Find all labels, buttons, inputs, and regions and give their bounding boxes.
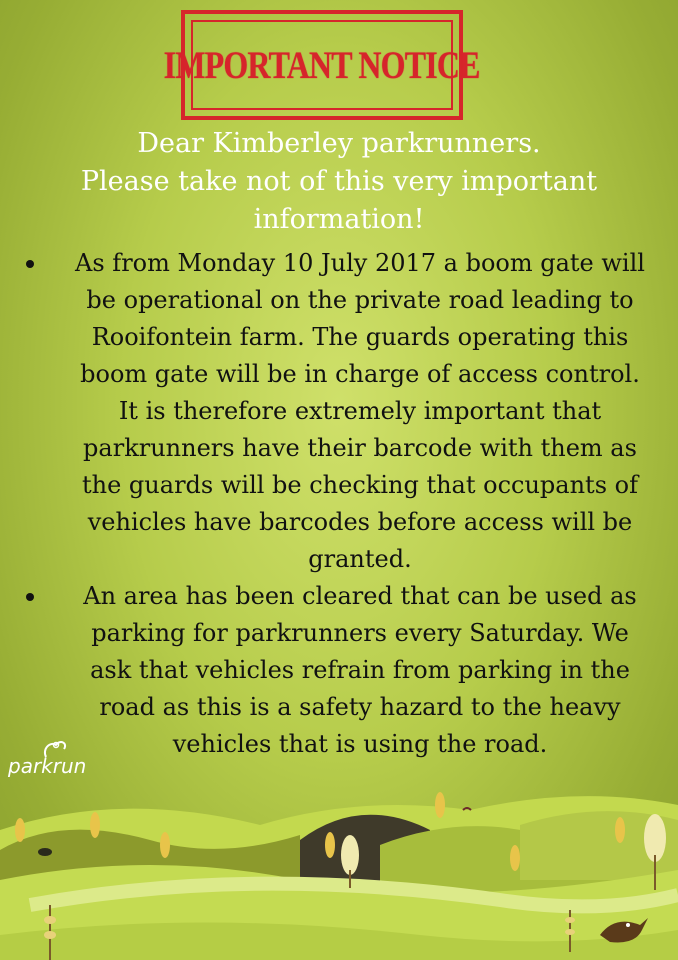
bullet-line: parkrunners have their barcode with them as <box>83 434 637 462</box>
stamp-title: IMPORTANT NOTICE <box>164 43 480 87</box>
important-notice-stamp <box>164 10 480 120</box>
greeting-line: Please take not of this very important <box>80 166 598 197</box>
bullet-line: granted. <box>308 545 412 573</box>
bullet-line: vehicles have barcodes before access will be <box>87 508 633 536</box>
bullet-dot-icon <box>26 260 34 268</box>
bullet-list <box>0 245 678 763</box>
bullet-dot-icon <box>26 593 34 601</box>
greeting-line: Dear Kimberley parkrunners. <box>137 128 541 159</box>
bullet-text <box>56 245 664 578</box>
bullet-line: An area has been cleared that can be used as <box>83 582 637 610</box>
bullet-line: the guards will be checking that occupants of <box>82 471 638 499</box>
bullet-line: It is therefore extremely important that <box>118 397 602 425</box>
parkrun-logo: parkrun <box>8 754 87 778</box>
stamp-inner-border <box>164 20 480 110</box>
bullet-item-boom-gate <box>0 245 678 578</box>
greeting-line: information! <box>253 204 425 235</box>
bullet-line: vehicles that is using the road. <box>172 730 548 758</box>
bullet-line: As from Monday 10 July 2017 a boom gate will <box>75 249 645 277</box>
greeting <box>0 125 678 239</box>
bullet-item-parking <box>0 578 678 763</box>
bullet-line: parking for parkrunners every Saturday. We <box>91 619 629 647</box>
bullet-line: boom gate will be in charge of access control. <box>80 360 640 388</box>
bullet-line: Rooifontein farm. The guards operating this <box>91 323 629 351</box>
bullet-line: be operational on the private road leading to <box>86 286 634 314</box>
bullet-line: road as this is a safety hazard to the heavy <box>99 693 621 721</box>
bullet-line: ask that vehicles refrain from parking in the <box>90 656 630 684</box>
landscape-illustration <box>0 770 678 960</box>
bullet-text <box>56 578 664 763</box>
